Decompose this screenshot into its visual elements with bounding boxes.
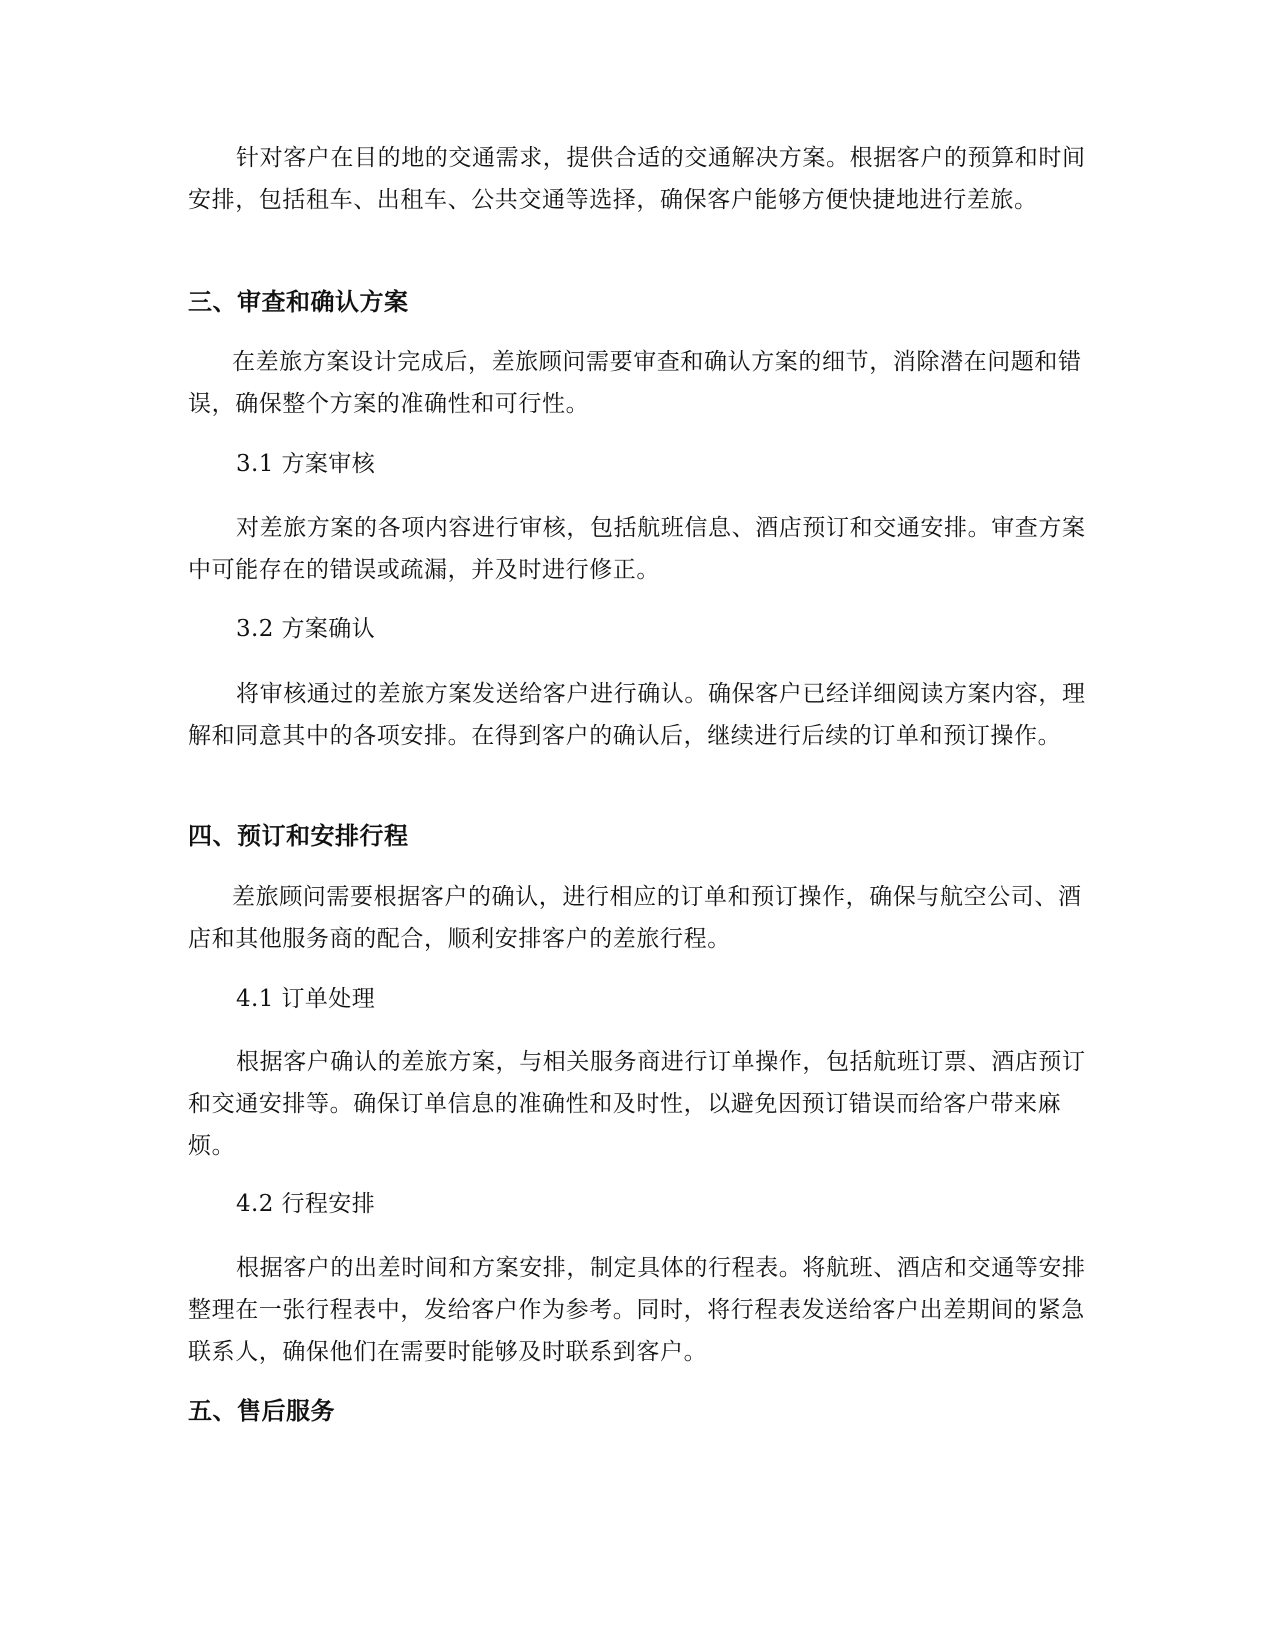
paragraph-section-3-intro: 在差旅方案设计完成后，差旅顾问需要审查和确认方案的细节，消除潜在问题和错误，确保整个方案的准确性和可行性。 — [188, 349, 1082, 417]
heading-section-3: 三、审查和确认方案 — [188, 288, 409, 316]
paragraph-3-1: 对差旅方案的各项内容进行审核，包括航班信息、酒店预订和交通安排。审查方案中可能存在的错误或疏漏，并及时进行修正。 — [188, 515, 1086, 583]
paragraph-section-4-intro: 差旅顾问需要根据客户的确认，进行相应的订单和预订操作，确保与航空公司、酒店和其他服务商的配合，顺利安排客户的差旅行程。 — [188, 884, 1082, 952]
subheading-4-1: 4.1 订单处理 — [236, 986, 376, 1012]
heading-section-5: 五、售后服务 — [188, 1397, 335, 1425]
paragraph-3-2: 将审核通过的差旅方案发送给客户进行确认。确保客户已经详细阅读方案内容，理解和同意其中的各项安排。在得到客户的确认后，继续进行后续的订单和预订操作。 — [188, 681, 1086, 749]
paragraph-4-2: 根据客户的出差时间和方案安排，制定具体的行程表。将航班、酒店和交通等安排整理在一张行程表中，发给客户作为参考。同时，将行程表发送给客户出差期间的紧急联系人，确保他们在需要时能够及时联系到客户。 — [188, 1255, 1086, 1365]
paragraph-transport: 针对客户在目的地的交通需求，提供合适的交通解决方案。根据客户的预算和时间安排，包括租车、出租车、公共交通等选择，确保客户能够方便快捷地进行差旅。 — [188, 145, 1086, 213]
subheading-4-2: 4.2 行程安排 — [236, 1191, 376, 1217]
subheading-3-1: 3.1 方案审核 — [236, 451, 376, 477]
heading-section-4: 四、预订和安排行程 — [188, 822, 409, 850]
paragraph-4-1: 根据客户确认的差旅方案，与相关服务商进行订单操作，包括航班订票、酒店预订和交通安排等。确保订单信息的准确性和及时性，以避免因预订错误而给客户带来麻烦。 — [188, 1049, 1086, 1159]
subheading-3-2: 3.2 方案确认 — [236, 616, 376, 642]
